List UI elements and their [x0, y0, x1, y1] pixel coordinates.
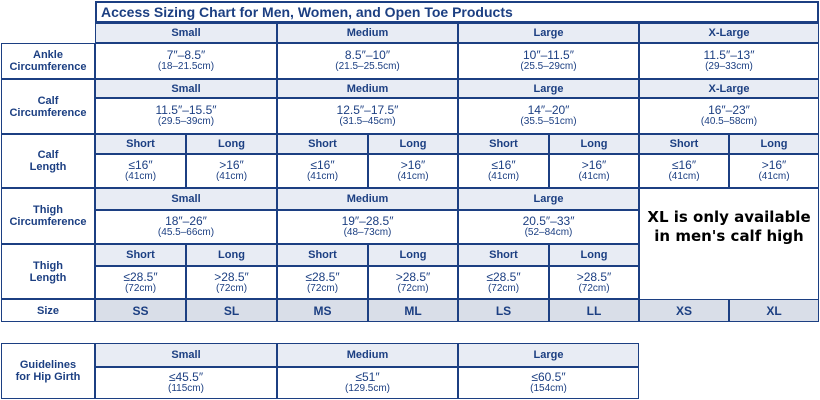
calf-length-value-cell [277, 154, 368, 188]
hip-value-cell [458, 367, 639, 399]
length-header-short: Short [95, 134, 186, 154]
calf-length-value-cell [95, 154, 186, 188]
value-metric: (72cm) [306, 282, 339, 294]
size-header: Small [95, 188, 277, 210]
hip-value-cell [277, 367, 458, 399]
calf-length-label-line2: Length [29, 161, 67, 173]
value-primary: >28.5″ [395, 269, 431, 284]
value-metric: (41cm) [306, 171, 339, 182]
length-header-short: Short [95, 244, 186, 266]
value-metric: (41cm) [487, 171, 520, 182]
calf-length-label-line1: Calf [37, 149, 59, 161]
value-primary: 20.5″–33″ [522, 214, 575, 228]
chart-title-text: Access Sizing Chart for Men, Women, and Open Toe Products [101, 4, 513, 20]
value-metric: (41cm) [668, 171, 700, 182]
size-header: Small [95, 79, 277, 98]
size-code: LS [458, 299, 549, 322]
value-primary: 19″–28.5″ [341, 214, 394, 228]
value-metric: (41cm) [124, 171, 157, 182]
value-metric: (41cm) [758, 171, 790, 182]
calf-circ-label-line2: Circumference [9, 106, 87, 119]
thigh-circ-value-cell [95, 210, 277, 244]
thigh-circ-value-cell [458, 210, 639, 244]
calf-length-value-cell [186, 154, 277, 188]
value-metric: (29.5–39cm) [157, 116, 215, 127]
value-metric: (154cm) [530, 383, 567, 394]
value-metric: (29–33cm) [705, 61, 753, 72]
value-metric: (41cm) [397, 171, 429, 182]
value-primary: 8.5″–10″ [344, 48, 391, 62]
thigh-circ-value-cell [277, 210, 458, 244]
length-header-long: Long [549, 134, 639, 154]
length-header-short: Short [277, 244, 368, 266]
size-code: SL [186, 299, 277, 322]
size-code: XL [729, 299, 819, 322]
thigh-circ-label-line2: Circumference [9, 216, 87, 228]
size-code: LL [549, 299, 639, 322]
value-metric: (25.5–29cm) [520, 61, 577, 72]
value-primary: >28.5″ [214, 269, 249, 284]
calf-circ-value-cell [458, 98, 639, 134]
size-header: Small [95, 23, 277, 43]
size-header: Large [458, 188, 639, 210]
value-primary: >28.5″ [576, 269, 612, 284]
size-header: Large [458, 343, 639, 367]
value-metric: (72cm) [397, 282, 429, 294]
value-primary: ≤16″ [128, 158, 153, 172]
row-label-hip-girth [1, 343, 95, 399]
value-metric: (21.5–25.5cm) [335, 61, 400, 72]
size-header: X-Large [639, 23, 819, 43]
ankle-value-cell [458, 43, 639, 79]
size-code: MS [277, 299, 368, 322]
value-metric: (41cm) [578, 171, 610, 182]
row-label-calf-length [1, 134, 95, 188]
value-metric: (72cm) [215, 282, 248, 294]
thigh-circ-label-line1: Thigh [33, 204, 63, 216]
xl-availability-note [639, 188, 819, 300]
length-header-short: Short [458, 244, 549, 266]
value-primary: 11.5″–15.5″ [155, 103, 217, 117]
note-line1: XL is only available [647, 207, 811, 226]
value-metric: (129.5cm) [344, 383, 390, 394]
ankle-label-line1: Ankle [33, 49, 63, 61]
size-header: Medium [277, 188, 458, 210]
length-header-long: Long [186, 244, 277, 266]
ankle-label-line2: Circumference [9, 61, 87, 73]
hip-label-line2: for Hip Girth [15, 371, 81, 383]
thigh-length-value-cell [277, 266, 368, 299]
calf-circ-label-line1: Calf [37, 94, 59, 107]
value-metric: (72cm) [487, 282, 520, 294]
note-line2: in men's calf high [654, 226, 804, 245]
value-metric: (35.5–51cm) [520, 116, 577, 127]
chart-title [95, 1, 819, 23]
value-metric: (45.5–66cm) [157, 227, 215, 238]
value-primary: ≤60.5″ [531, 370, 566, 384]
calf-length-value-cell [458, 154, 549, 188]
length-header-short: Short [277, 134, 368, 154]
size-header: Large [458, 23, 639, 43]
calf-length-value-cell [549, 154, 639, 188]
value-primary: >16″ [761, 158, 787, 172]
size-header: Large [458, 79, 639, 98]
thigh-length-value-cell [368, 266, 458, 299]
length-header-long: Long [368, 244, 458, 266]
length-header-short: Short [639, 134, 729, 154]
value-metric: (31.5–45cm) [339, 116, 396, 127]
size-code: SS [95, 299, 186, 322]
hip-value-cell [95, 367, 277, 399]
row-label-ankle [1, 43, 95, 79]
ankle-value-cell [277, 43, 458, 79]
thigh-length-label-line2: Length [29, 271, 67, 284]
thigh-length-value-cell [458, 266, 549, 299]
value-primary: 18″–26″ [165, 214, 207, 228]
size-header: Medium [277, 79, 458, 98]
length-header-short: Short [458, 134, 549, 154]
value-primary: 10″–11.5″ [523, 48, 574, 62]
value-primary: >16″ [219, 158, 244, 172]
thigh-length-value-cell [186, 266, 277, 299]
value-primary: ≤16″ [491, 158, 516, 172]
calf-circ-value-cell [277, 98, 458, 134]
value-primary: 14″–20″ [527, 103, 570, 117]
ankle-value-cell [639, 43, 819, 79]
row-label-calf-circumference [1, 79, 95, 134]
size-code: XS [639, 299, 729, 322]
value-metric: (72cm) [578, 282, 610, 294]
value-primary: 11.5″–13″ [703, 48, 755, 62]
length-header-long: Long [729, 134, 819, 154]
size-header: X-Large [639, 79, 819, 98]
value-primary: ≤16″ [671, 158, 697, 172]
value-primary: ≤28.5″ [123, 269, 158, 284]
value-metric: (40.5–58cm) [700, 116, 758, 127]
value-primary: ≤28.5″ [305, 269, 340, 284]
value-primary: ≤16″ [310, 158, 335, 172]
thigh-length-value-cell [95, 266, 186, 299]
value-metric: (41cm) [215, 171, 248, 182]
value-metric: (48–73cm) [343, 227, 392, 238]
value-primary: ≤28.5″ [486, 269, 521, 284]
hip-label-line1: Guidelines [19, 359, 77, 371]
value-metric: (52–84cm) [524, 227, 573, 238]
length-header-long: Long [186, 134, 277, 154]
size-code: ML [368, 299, 458, 322]
row-label-thigh-circumference [1, 188, 95, 244]
value-metric: (72cm) [124, 282, 157, 294]
value-primary: 12.5″–17.5″ [336, 103, 399, 117]
value-primary: ≤51″ [355, 370, 380, 384]
calf-circ-value-cell [639, 98, 819, 134]
value-primary: >16″ [581, 158, 607, 172]
thigh-length-label-line1: Thigh [33, 259, 63, 272]
calf-circ-value-cell [95, 98, 277, 134]
calf-length-value-cell [729, 154, 819, 188]
value-metric: (115cm) [168, 383, 204, 394]
size-header: Small [95, 343, 277, 367]
value-metric: (18–21.5cm) [157, 61, 215, 72]
row-label-thigh-length [1, 244, 95, 299]
row-label-size: Size [1, 299, 95, 322]
size-header: Medium [277, 23, 458, 43]
value-primary: 16″–23″ [708, 103, 750, 117]
value-primary: 7″–8.5″ [166, 48, 206, 62]
ankle-value-cell [95, 43, 277, 79]
value-primary: >16″ [400, 158, 426, 172]
thigh-length-value-cell [549, 266, 639, 299]
size-header: Medium [277, 343, 458, 367]
calf-length-value-cell [368, 154, 458, 188]
length-header-long: Long [368, 134, 458, 154]
value-primary: ≤45.5″ [168, 370, 204, 384]
length-header-long: Long [549, 244, 639, 266]
calf-length-value-cell [639, 154, 729, 188]
